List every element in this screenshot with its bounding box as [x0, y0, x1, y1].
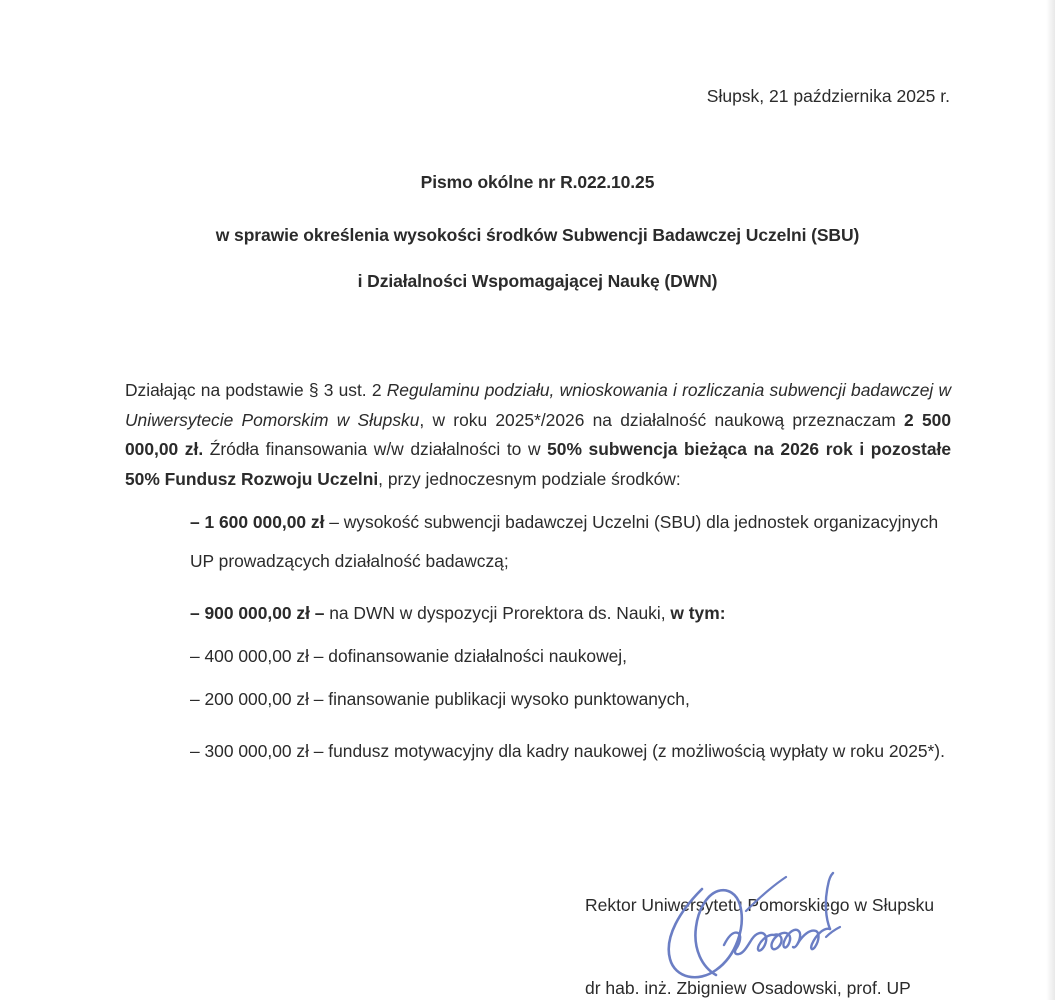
list-item: [190, 503, 960, 581]
list-item: [190, 646, 960, 667]
para-segment-5: Źródła finansowania w/w działalności to w: [203, 439, 548, 459]
allocation-description: – 400 000,00 zł – dofinansowanie działalności naukowej,: [190, 646, 627, 666]
para-segment-regulation-italic: Regulaminu podziału, wnioskowania i rozliczania subwencji badawczej w Uniwersytecie Pomorskim w Słupsku: [125, 380, 952, 430]
list-item: [190, 732, 960, 771]
allocation-description: na DWN w dyspozycji Prorektora ds. Nauki,: [324, 603, 671, 623]
title-line-subject-cont: i Działalności Wspomagającej Naukę (DWN): [357, 271, 718, 291]
para-segment-3: , w roku 2025*/2026 na działalność naukową przeznaczam: [419, 409, 905, 430]
allocation-amount: – 1 600 000,00 zł: [190, 512, 325, 532]
list-item: [190, 603, 960, 624]
list-item: [190, 689, 960, 710]
allocation-description: – wysokość subwencji badawczej Uczelni (SBU) dla jednostek organizacyjnych UP prowadzących działalność badawczą;: [190, 512, 939, 571]
allocation-description: – 200 000,00 zł – finansowanie publikacji wysoko punktowanych,: [190, 689, 690, 709]
document-title-block: [125, 172, 950, 292]
para-funding-source: 50% subwencja bieżąca na 2026 rok i pozostałe 50% Fundusz Rozwoju Uczelni: [125, 439, 951, 489]
scan-edge-artifact: [1046, 0, 1055, 1000]
allocation-emphasis: w tym:: [670, 603, 726, 623]
para-total-amount: 2 500 000,00 zł.: [125, 409, 951, 459]
place-and-date: Słupsk, 21 października 2025 r.: [706, 86, 950, 106]
signatory-name: dr hab. inż. Zbigniew Osadowski, prof. UP: [585, 978, 911, 998]
para-segment-7: , przy jednoczesnym podziale środków:: [378, 468, 681, 489]
allocation-amount: – 900 000,00 zł –: [190, 603, 325, 623]
intro-paragraph: [125, 376, 951, 494]
signature-block: [585, 893, 1005, 998]
allocation-description: – 300 000,00 zł – fundusz motywacyjny dla kadry naukowej (z możliwością wypłaty w roku 2025*).: [190, 741, 945, 761]
title-line-subject: w sprawie określenia wysokości środków Subwencji Badawczej Uczelni (SBU): [215, 225, 860, 245]
allocation-list: [190, 503, 960, 771]
title-line-number: Pismo okólne nr R.022.10.25: [420, 172, 655, 192]
para-segment-1: Działając na podstawie § 3 ust. 2: [125, 380, 387, 400]
signatory-role: Rektor Uniwersytetu Pomorskiego w Słupsku: [585, 895, 935, 915]
body-paragraph-block: [125, 376, 951, 494]
